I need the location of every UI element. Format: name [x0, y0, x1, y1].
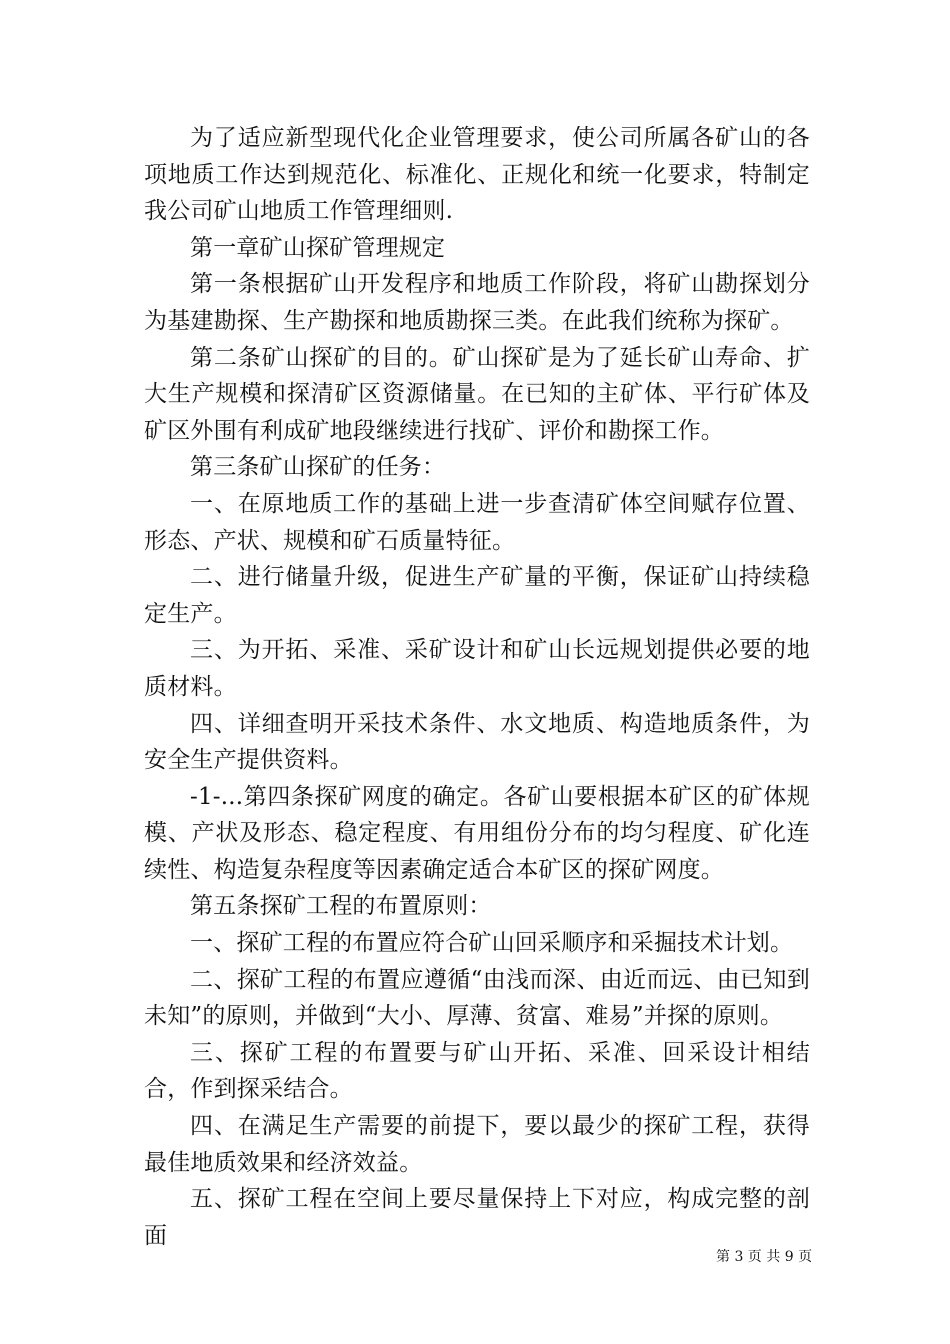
- paragraph-intro: 为了适应新型现代化企业管理要求，使公司所属各矿山的各项地质工作达到规范化、标准化、正规化和统一化要求，特制定我公司矿山地质工作管理细则.: [144, 125, 810, 225]
- paragraph-principle-5: 五、探矿工程在空间上要尽量保持上下对应，构成完整的剖面: [144, 1186, 810, 1249]
- paragraph-article-5: 第五条探矿工程的布置原则：: [190, 893, 492, 920]
- paragraph-principle-1: 一、探矿工程的布置应符合矿山回采顺序和采掘技术计划。: [190, 930, 794, 957]
- paragraph-article-2: 第二条矿山探矿的目的。矿山探矿是为了延长矿山寿命、扩大生产规模和探清矿区资源储量。在已知的主矿体、平行矿体及矿区外围有利成矿地段继续进行找矿、评价和勘探工作。: [144, 344, 810, 444]
- paragraph-task-3: 三、为开拓、采准、采矿设计和矿山长远规划提供必要的地质材料。: [144, 637, 810, 700]
- paragraph-task-4: 四、详细查明开采技术条件、水文地质、构造地质条件，为安全生产提供资料。: [144, 710, 810, 774]
- chapter-heading: 第一章矿山探矿管理规定: [190, 234, 446, 261]
- paragraph-principle-3: 三、探矿工程的布置要与矿山开拓、采准、回采设计相结合，作到探采结合。: [144, 1039, 810, 1103]
- paragraph-principle-4: 四、在满足生产需要的前提下，要以最少的探矿工程，获得最佳地质效果和经济效益。: [144, 1113, 810, 1176]
- document-body: [144, 120, 810, 1254]
- page-number: 第 3 页 共 9 页: [716, 1249, 813, 1265]
- paragraph-article-1: 第一条根据矿山开发程序和地质工作阶段，将矿山勘探划分为基建勘探、生产勘探和地质勘探三类。在此我们统称为探矿。: [144, 271, 810, 334]
- paragraph-principle-2: 二、探矿工程的布置应遵循“由浅而深、由近而远、由已知到未知”的原则，并做到“大小、厚薄、贫富、难易”并探的原则。: [144, 966, 810, 1030]
- paragraph-article-4: -1-...第四条探矿网度的确定。各矿山要根据本矿区的矿体规模、产状及形态、稳定程度、有用组份分布的均匀程度、矿化连续性、构造复杂程度等因素确定适合本矿区的探矿网度。: [144, 783, 810, 883]
- paragraph-task-1: 一、在原地质工作的基础上进一步查清矿体空间赋存位置、形态、产状、规模和矿石质量特征。: [144, 490, 810, 554]
- paragraph-article-3: 第三条矿山探矿的任务：: [190, 454, 446, 481]
- paragraph-task-2: 二、进行储量升级，促进生产矿量的平衡，保证矿山持续稳定生产。: [144, 564, 810, 627]
